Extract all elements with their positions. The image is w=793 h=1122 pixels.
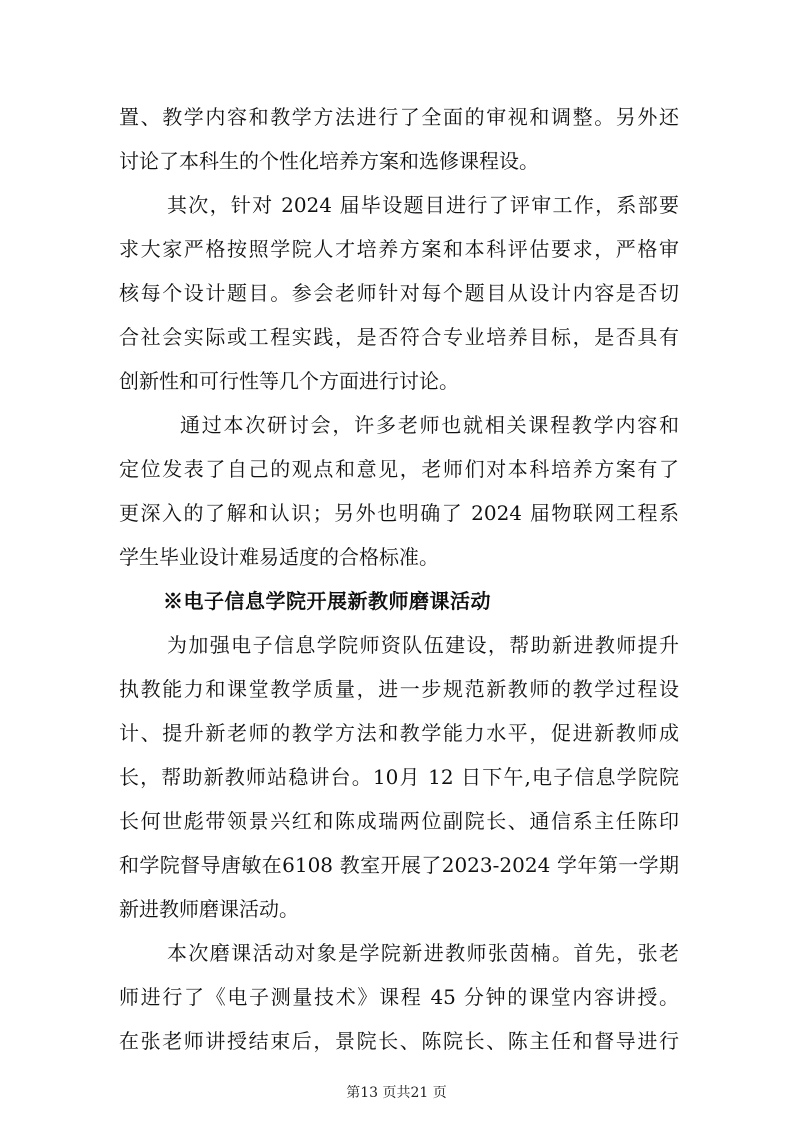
paragraph-line: 通过本次研讨会，许多老师也就相关课程教学内容和 bbox=[180, 413, 679, 437]
paragraph-line: 计、提升新老师的教学方法和教学能力水平，促进新教师成 bbox=[119, 721, 679, 745]
paragraph-line: 合社会实际或工程实践，是否符合专业培养目标，是否具有 bbox=[119, 325, 679, 349]
paragraph-line: 更深入的了解和认识；另外也明确了 2024 届物联网工程系 bbox=[119, 501, 679, 525]
paragraph-line: 创新性和可行性等几个方面进行讨论。 bbox=[119, 369, 459, 393]
paragraph-line: 长何世彪带领景兴红和陈成瑞两位副院长、通信系主任陈印 bbox=[119, 809, 679, 833]
section-heading: ※电子信息学院开展新教师磨课活动 bbox=[163, 589, 491, 613]
paragraph-line: 其次，针对 2024 届毕设题目进行了评审工作，系部要 bbox=[167, 193, 679, 217]
paragraph-line: 在张老师讲授结束后，景院长、陈院长、陈主任和督导进行 bbox=[119, 1029, 679, 1053]
paragraph-line: 定位发表了自己的观点和意见，老师们对本科培养方案有了 bbox=[119, 457, 679, 481]
paragraph-line: 师进行了《电子测量技术》课程 45 分钟的课堂内容讲授。 bbox=[119, 985, 679, 1009]
paragraph-line: 讨论了本科生的个性化培养方案和选修课程设。 bbox=[119, 149, 539, 173]
paragraph-line: 本次磨课活动对象是学院新进教师张茵楠。首先，张老 bbox=[167, 941, 679, 965]
paragraph-line: 新进教师磨课活动。 bbox=[119, 897, 299, 921]
paragraph-line: 置、教学内容和教学方法进行了全面的审视和调整。另外还 bbox=[119, 105, 679, 129]
paragraph-line: 长，帮助新教师站稳讲台。10月 12 日下午,电子信息学院院 bbox=[119, 765, 679, 789]
paragraph-line: 为加强电子信息学院师资队伍建设，帮助新进教师提升 bbox=[167, 633, 679, 657]
paragraph-line: 核每个设计题目。参会老师针对每个题目从设计内容是否切 bbox=[119, 281, 679, 305]
paragraph-line: 和学院督导唐敏在6108 教室开展了2023-2024 学年第一学期 bbox=[119, 853, 679, 877]
paragraph-line: 执教能力和课堂教学质量，进一步规范新教师的教学过程设 bbox=[119, 677, 679, 701]
paragraph-line: 学生毕业设计难易适度的合格标准。 bbox=[119, 545, 439, 569]
paragraph-line: 求大家严格按照学院人才培养方案和本科评估要求，严格审 bbox=[119, 237, 679, 261]
page-number-footer: 第13 页共21 页 bbox=[346, 1085, 447, 1101]
